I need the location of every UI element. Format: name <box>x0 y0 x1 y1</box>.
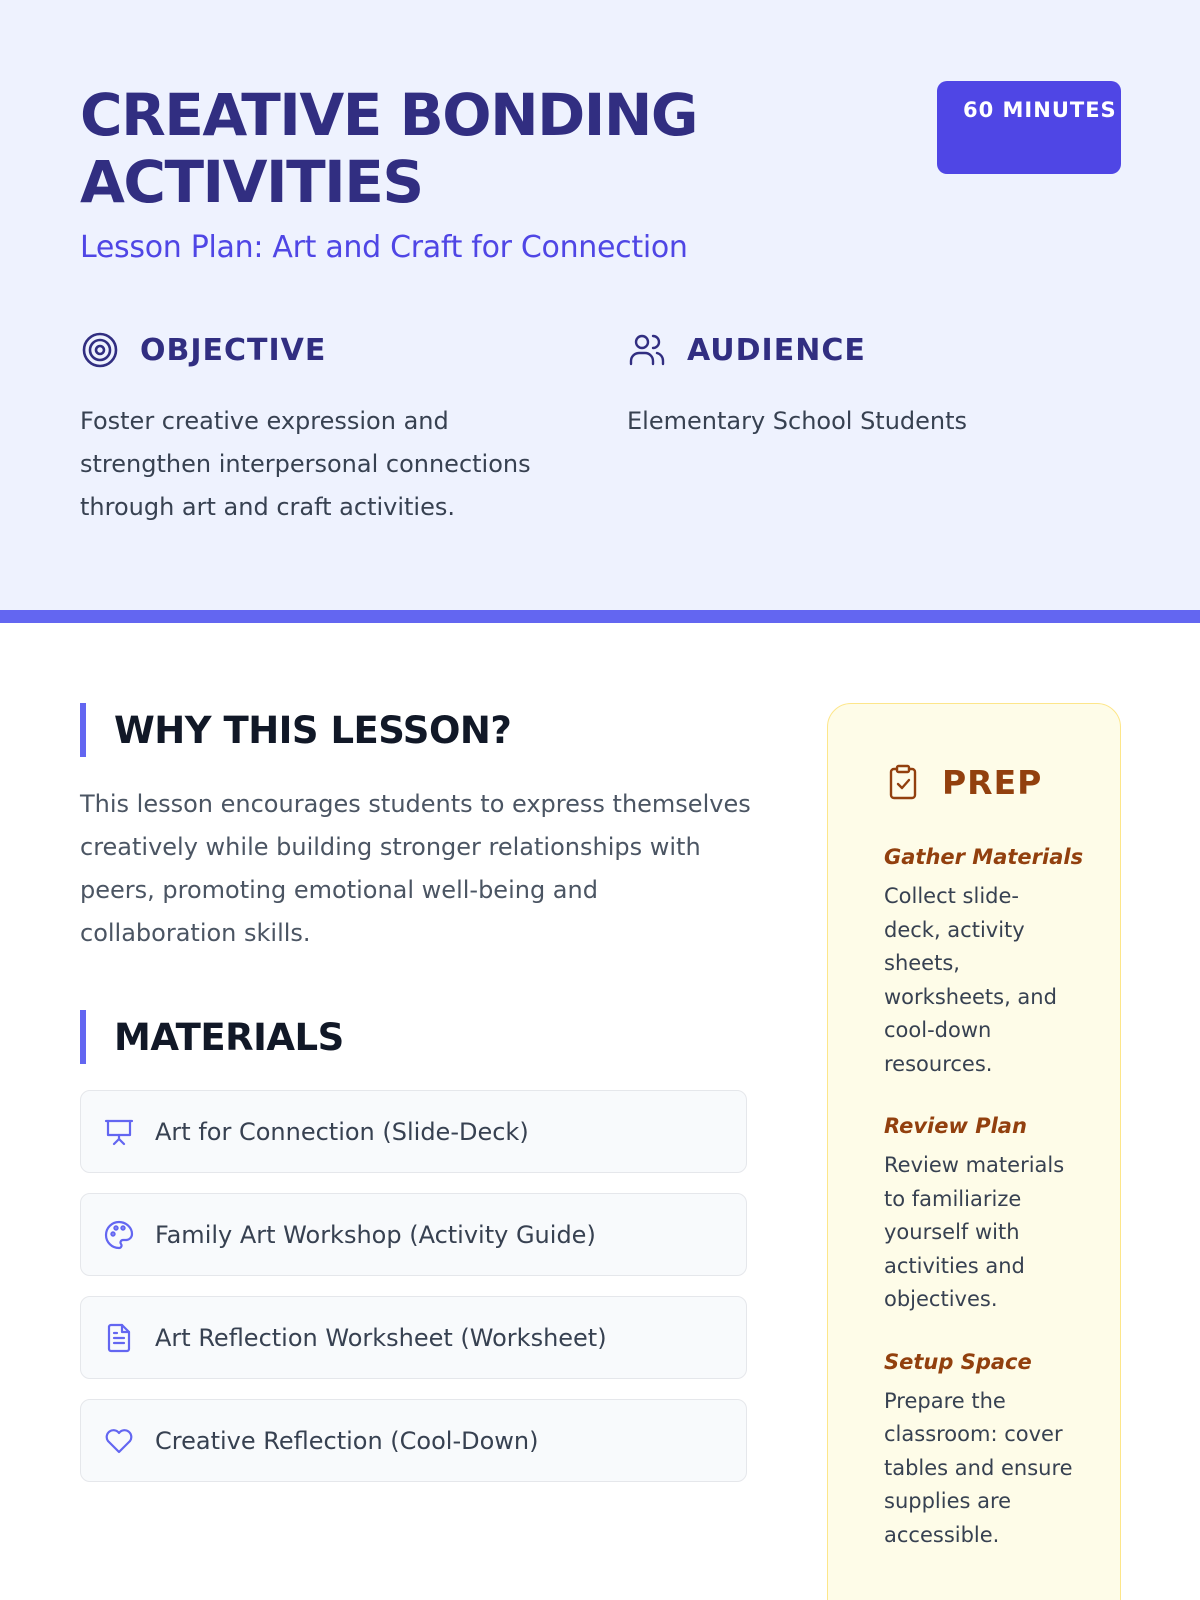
objective-label: OBJECTIVE <box>140 332 327 368</box>
why-text: This lesson encourages students to express themselves creatively while building stronger relationships with peers, promoting emotional well-being and collaboration skills. <box>80 790 751 947</box>
page-subtitle: Lesson Plan: Art and Craft for Connection <box>80 230 688 265</box>
duration-badge: 60 MINUTES <box>937 81 1121 174</box>
header-divider <box>0 610 1200 623</box>
material-label: Family Art Workshop (Activity Guide) <box>155 1220 596 1249</box>
material-item[interactable] <box>80 1090 747 1173</box>
material-item[interactable] <box>80 1296 747 1379</box>
prep-step-text: Review materials to familiarize yourself with activities and objectives. <box>884 1153 1065 1311</box>
materials-heading: MATERIALS <box>80 1010 344 1064</box>
prep-step <box>884 840 1100 1081</box>
audience-label: AUDIENCE <box>687 332 866 368</box>
heart-icon <box>103 1425 135 1457</box>
material-item[interactable] <box>80 1399 747 1482</box>
prep-step-title: Review Plan <box>884 1114 1027 1138</box>
prep-heading <box>884 760 1100 804</box>
materials-list <box>80 1090 747 1502</box>
audience-text: Elementary School Students <box>627 407 968 435</box>
clipboard-check-icon <box>884 763 922 801</box>
presentation-icon <box>103 1116 135 1148</box>
prep-step-title: Setup Space <box>884 1349 1032 1374</box>
prep-step-text: Prepare the classroom: cover tables and ensure supplies are accessible. <box>884 1388 1073 1547</box>
audience-heading <box>627 328 866 372</box>
document-icon <box>103 1322 135 1354</box>
objective-text: Foster creative expression and strengthen interpersonal connections through art and craft activities. <box>80 407 531 521</box>
objective-heading <box>80 328 326 372</box>
prep-step <box>884 1345 1100 1553</box>
prep-label: PREP <box>942 762 1043 802</box>
prep-step-text: Collect slide-deck, activity sheets, worksheets, and cool-down resources. <box>884 884 1057 1076</box>
prep-step-title: Gather Materials <box>884 845 1084 869</box>
prep-step <box>884 1109 1100 1317</box>
users-icon <box>627 330 667 370</box>
page-title: CREATIVE BONDING ACTIVITIES <box>80 81 698 216</box>
material-item[interactable] <box>80 1193 747 1276</box>
material-label: Art Reflection Worksheet (Worksheet) <box>155 1323 607 1352</box>
material-label: Art for Connection (Slide-Deck) <box>155 1117 529 1146</box>
why-heading: WHY THIS LESSON? <box>80 703 511 757</box>
palette-icon <box>103 1219 135 1251</box>
material-label: Creative Reflection (Cool-Down) <box>155 1426 539 1455</box>
target-icon <box>80 330 120 370</box>
prep-card <box>827 703 1121 1600</box>
